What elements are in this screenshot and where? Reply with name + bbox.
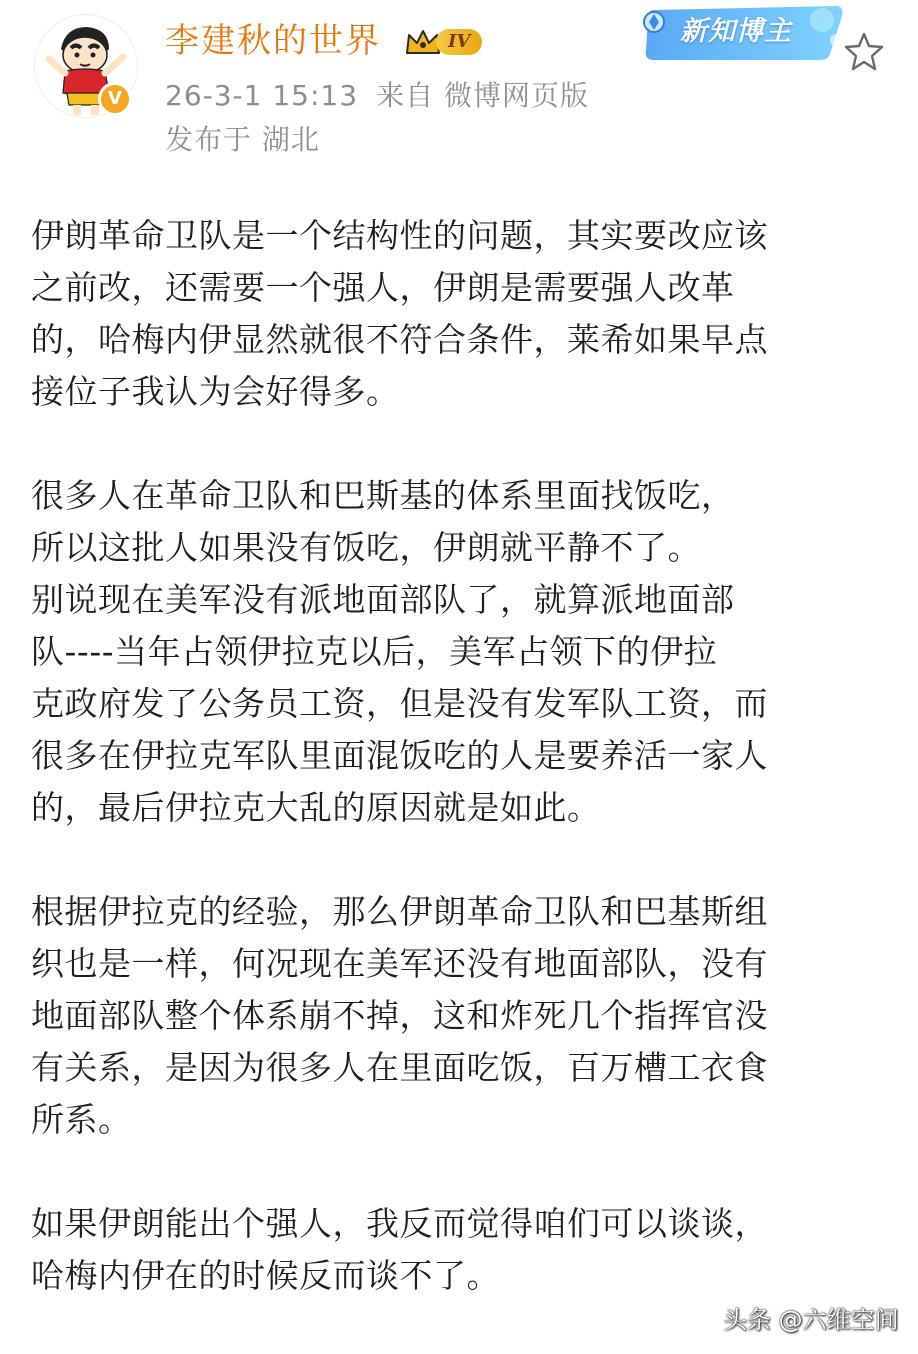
user-level-badge[interactable]	[404, 26, 482, 58]
post-paragraph: 根据伊拉克的经验，那么伊朗革命卫队和巴基斯组 织也是一样，何况现在美军还没有地面部队，没有 地面部队整个体系崩不掉，这和炸死几个指挥官没 有关系，是因为很多人在里面吃饭，百万槽工衣食 所系。	[31, 892, 768, 1139]
post-source: 来自 微博网页版	[376, 79, 589, 112]
post-location: 发布于 湖北	[165, 123, 320, 156]
verified-badge: V	[98, 82, 132, 116]
author-name[interactable]: 李建秋的世界	[165, 21, 381, 61]
star-outline-icon[interactable]	[840, 28, 888, 76]
post-paragraph: 伊朗革命卫队是一个结构性的问题，其实要改应该 之前改，还需要一个强人，伊朗是需要强人改革 的，哈梅内伊显然就很不符合条件，莱希如果早点 接位子我认为会好得多。	[31, 216, 768, 411]
source-watermark: 头条 @六维空间	[723, 1306, 899, 1334]
new-blogger-badge-label: 新知博主	[680, 16, 792, 47]
post-date: 26-3-1 15:13	[165, 79, 359, 112]
post-meta	[165, 76, 589, 116]
post-header	[0, 0, 918, 180]
post-paragraph: 如果伊朗能出个强人，我反而觉得咱们可以谈谈， 哈梅内伊在的时候反而谈不了。	[31, 1204, 768, 1295]
level-label: IV	[436, 29, 482, 55]
post-body	[31, 210, 881, 1354]
post-paragraph: 很多人在革命卫队和巴斯基的体系里面找饭吃， 所以这批人如果没有饭吃，伊朗就平静不了。 别说现在美军没有派地面部队了，就算派地面部 队----当年占领伊拉克以后，美军占领下的伊拉 克政府发了公务员工资，但是没有发军队工资，而 很多在伊拉克军队里面混饭吃的人是要养活一家人 的，最后伊拉克大乱的原因就是如此。	[31, 476, 768, 827]
